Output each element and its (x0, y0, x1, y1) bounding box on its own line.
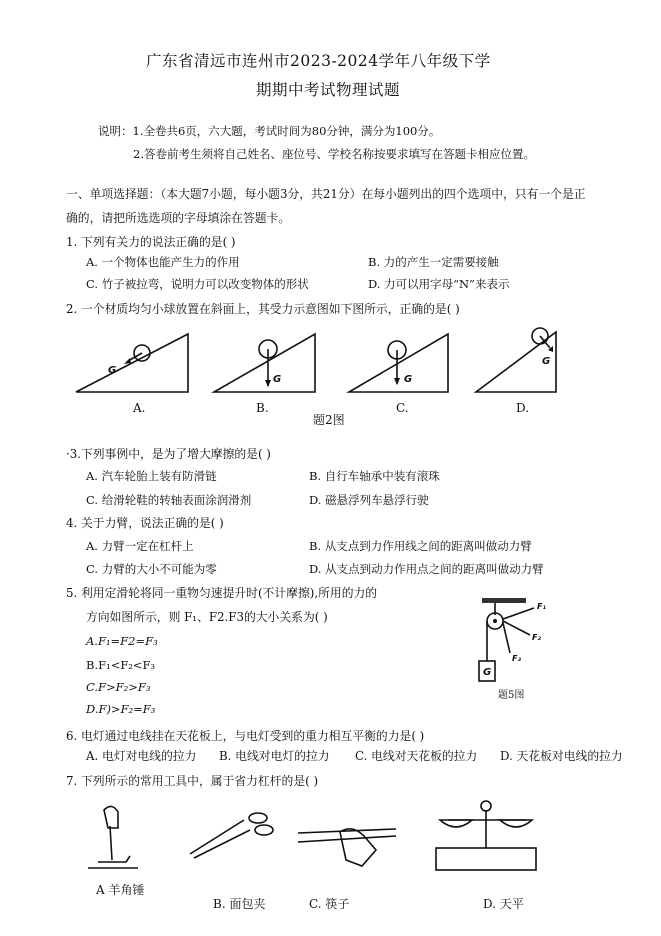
q5-option-d: D.F)>F₂=F₃ (86, 702, 156, 716)
q3-option-a: A. 汽车轮胎上装有防滑链 (86, 469, 217, 483)
section-1-line-1: 一、单项选择题：（本大题7小题，每小题3分，共21分）在每小题列出的四个选项中，只有一个是正 (66, 187, 586, 201)
q2-diagram-a (76, 334, 188, 392)
tongs-illustration (190, 813, 273, 858)
q4-option-d: D. 从支点到动力作用点之间的距离叫做动力臂 (309, 562, 544, 576)
q1-stem: 1. 下列有关力的说法正确的是( ) (66, 235, 236, 249)
svg-text:F₃: F₃ (512, 654, 521, 663)
note-2: 2.答卷前考生须将自己姓名、座位号、学校名称按要求填写在答题卡相应位置。 (133, 147, 535, 161)
q1-option-b: B. 力的产生一定需要接触 (368, 255, 499, 269)
section-1-line-2: 确的，请把所选选项的字母填涂在答题卡。 (66, 211, 291, 225)
title-line-1: 广东省清远市连州市2023-2024学年八年级下学 (146, 52, 491, 70)
q7-label-a: A 羊角锤 (96, 883, 145, 897)
q5-stem-2: 方向如图所示，则 F₁、F2.F3的大小关系为( ) (86, 610, 328, 624)
q6-option-b: B. 电线对电灯的拉力 (219, 749, 330, 763)
svg-text:题5图: 题5图 (498, 690, 525, 701)
q1-option-d: D. 力可以用字母“N”来表示 (368, 277, 510, 291)
svg-text:G: G (483, 667, 492, 678)
q2-label-b: B. (256, 401, 269, 415)
q2-stem: 2. 一个材质均匀小球放置在斜面上，其受力示意图如下图所示，正确的是( ) (66, 302, 460, 316)
balance-illustration (436, 801, 536, 870)
title-line-2: 期期中考试物理试题 (256, 81, 401, 99)
q5-option-c: C.F>F₂>F₃ (86, 680, 151, 694)
incline-c (349, 334, 448, 392)
q3-stem: ·3.下列事例中，是为了增大摩擦的是( ) (66, 447, 271, 461)
q2-label-a: A. (133, 401, 146, 415)
chopsticks-illustration (298, 829, 396, 866)
force-label-c: G (404, 374, 413, 385)
q2-label-c: C. (396, 401, 409, 415)
incline-b (214, 334, 315, 392)
svg-text:F₂: F₂ (532, 633, 541, 642)
q2-diagram-b (214, 334, 315, 392)
q4-option-a: A. 力臂一定在杠杆上 (86, 539, 194, 553)
svg-text:F₁: F₁ (537, 602, 546, 611)
hammer-illustration (88, 806, 138, 868)
q6-stem: 6. 电灯通过电线挂在天花板上，与电灯受到的重力相互平衡的力是( ) (66, 729, 425, 743)
force-label-b: G (273, 374, 282, 385)
q4-option-b: B. 从支点到力作用线之间的距离叫做动力臂 (309, 539, 532, 553)
q2-diagram-c (349, 334, 448, 392)
q5-option-a: A.F₁=F2=F₃ (86, 634, 158, 648)
q1-option-a: A. 一个物体也能产生力的作用 (86, 255, 240, 269)
q1-option-c: C. 竹子被拉弯，说明力可以改变物体的形状 (86, 277, 309, 291)
q7-figure (0, 796, 661, 931)
q4-stem: 4. 关于力臂，说法正确的是( ) (66, 516, 224, 530)
q5-stem-1: 5. 利用定滑轮将同一重物匀速提升时(不计摩擦),所用的力的 (66, 586, 378, 600)
incline-a (76, 334, 188, 392)
q7-label-d: D. 天平 (483, 897, 524, 911)
q2-figure (0, 320, 661, 450)
q5-option-b: B.F₁<F₂<F₃ (86, 658, 156, 672)
q3-option-c: C. 给滑轮鞋的转轴表面涂润滑剂 (86, 493, 252, 507)
q4-option-c: C. 力臂的大小不可能为零 (86, 562, 217, 576)
q6-option-d: D. 天花板对电线的拉力 (500, 749, 623, 763)
force-label-d: G (542, 356, 551, 367)
q6-option-c: C. 电线对天花板的拉力 (355, 749, 478, 763)
q2-label-d: D. (516, 401, 530, 415)
q3-option-d: D. 磁悬浮列车悬浮行驶 (309, 493, 429, 507)
note-1: 说明：1.全卷共6页，六大题，考试时间为80分钟，满分为100分。 (98, 124, 441, 138)
q7-label-b: B. 面包夹 (213, 897, 266, 911)
q7-stem: 7. 下列所示的常用工具中，属于省力杠杆的是( ) (66, 774, 319, 788)
q5-pulley-figure (470, 595, 570, 715)
q2-caption: 题2图 (313, 413, 345, 427)
q7-label-c: C. 筷子 (309, 897, 350, 911)
q6-option-a: A. 电灯对电线的拉力 (86, 749, 197, 763)
force-label-a: G (108, 365, 117, 376)
q2-diagram-d (476, 328, 556, 392)
q3-option-b: B. 自行车轴承中装有滚珠 (309, 469, 440, 483)
